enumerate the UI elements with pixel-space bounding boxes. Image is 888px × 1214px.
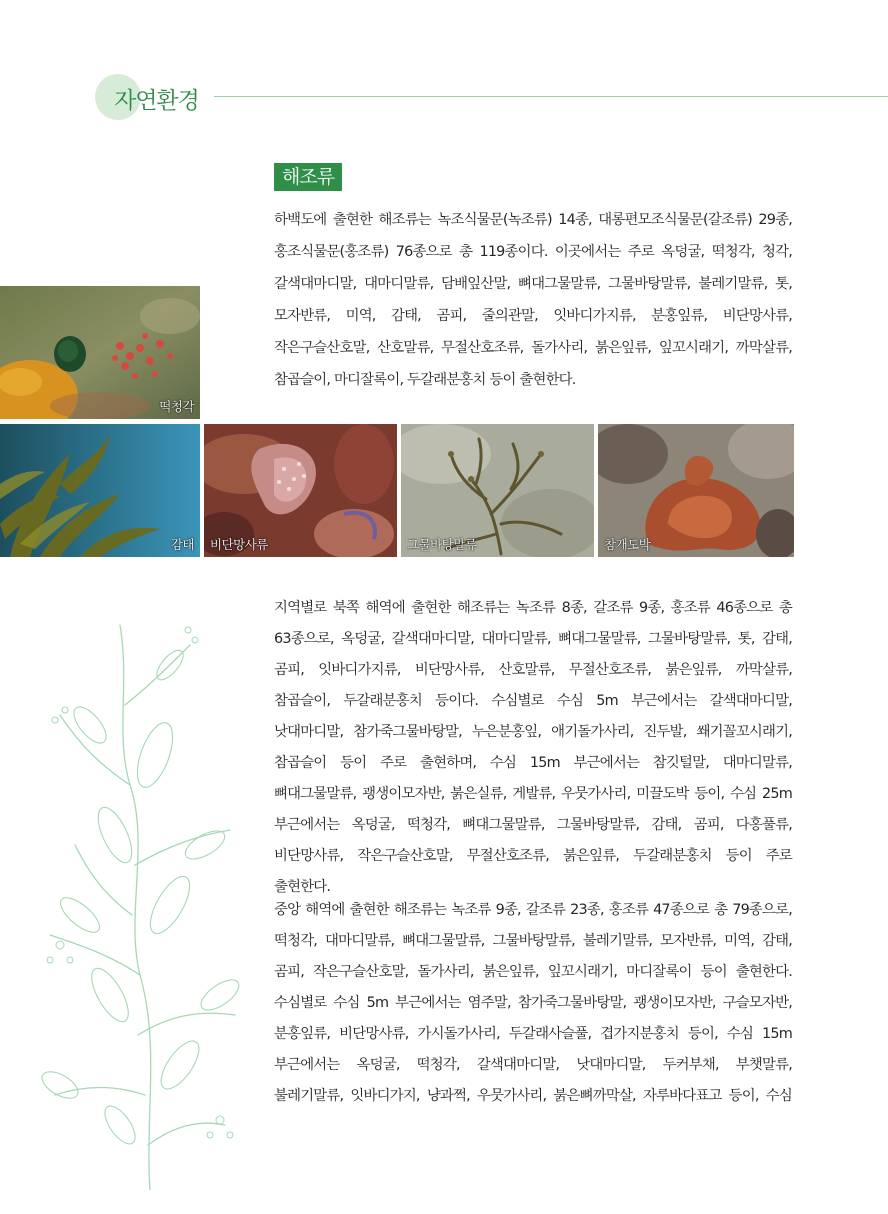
text-line: 곰피, 잇바디가지류, 비단망사류, 산호말류, 무절산호조류, 붉은잎류, 까막살류, bbox=[274, 662, 792, 678]
page-header bbox=[0, 0, 888, 130]
text-line: 중앙 해역에 출현한 해조류는 녹조류 9종, 갈조류 23종, 홍조류 47종으로 총 79종으로, bbox=[274, 902, 792, 918]
photo-dictyota bbox=[401, 424, 594, 557]
text-line: 작은구슬산호말, 산호말류, 무절산호조류, 돌가사리, 붉은잎류, 잎꼬시래기, 까막살류, bbox=[274, 340, 792, 356]
photo-caption: 떡청각 bbox=[159, 399, 194, 414]
text-line: 참곱슬이 등이 주로 출현하며, 수심 15m 부근에서는 참깃털말, 대마디말류, bbox=[274, 755, 792, 771]
text-line: 떡청각, 대마디말류, 뼈대그물말류, 그물바탕말류, 불레기말류, 모자반류, 미역, 감태, bbox=[274, 933, 792, 949]
text-line: 낫대마디말, 참가죽그물바탕말, 누은분홍잎, 애기돌가사리, 진두발, 쐐기꼴꼬시래기, bbox=[274, 724, 792, 740]
text-line: 지역별로 북쪽 해역에 출현한 해조류는 녹조류 8종, 갈조류 9종, 홍조류 46종으로 총 bbox=[274, 600, 792, 616]
photo-codium bbox=[0, 286, 200, 419]
text-line: 하백도에 출현한 해조류는 녹조식물문(녹조류) 14종, 대롱편모조식물문(갈조류) 29종, bbox=[274, 212, 792, 228]
photo-caption: 감태 bbox=[170, 537, 194, 552]
photo-caption: 참개도박 bbox=[604, 537, 651, 552]
text-line: 참곱슬이, 두갈래분홍치 등이다. 수심별로 수심 5m 부근에서는 갈색대마디말, bbox=[274, 693, 792, 709]
photo-martensia bbox=[204, 424, 397, 557]
text-line: 갈색대마디말, 대마디말류, 담배잎산말, 뼈대그물말류, 그물바탕말류, 불레기말류, 톳, bbox=[274, 276, 792, 292]
seaweed-heading: 해조류 bbox=[274, 163, 342, 191]
photo-caption: 비단망사류 bbox=[210, 537, 268, 552]
text-line: 출현한다. bbox=[274, 879, 331, 895]
photo-ecklonia bbox=[0, 424, 200, 557]
text-line: 분홍잎류, 비단망사류, 가시돌가사리, 두갈래사슬풀, 겹가지분홍치 등이, 수심 15m bbox=[274, 1026, 792, 1042]
text-line: 모자반류, 미역, 감태, 곰피, 줄의관말, 잇바디가지류, 분홍잎류, 비단망사류, bbox=[274, 308, 792, 324]
text-line: 불레기말류, 잇바디가지, 냥과쩍, 우뭇가사리, 붉은뼈까막살, 자루바다표고 등이, 수심 bbox=[274, 1088, 792, 1104]
section-title: 자연환경 bbox=[114, 88, 199, 114]
text-line: 부근에서는 옥덩굴, 떡청각, 뼈대그물말류, 그물바탕말류, 감태, 곰피, 다홍풀류, bbox=[274, 817, 792, 833]
header-rule bbox=[214, 96, 888, 97]
text-line: 수심별로 수심 5m 부근에서는 염주말, 참가죽그물바탕말, 괭생이모자반, 구슬모자반, bbox=[274, 995, 792, 1011]
body-paragraph-central bbox=[274, 895, 792, 1112]
text-line: 부근에서는 옥덩굴, 떡청각, 갈색대마디말, 낫대마디말, 두커부채, 부챗말류, bbox=[274, 1057, 792, 1073]
text-line: 비단망사류, 작은구슬산호말, 무절산호조류, 붉은잎류, 두갈래분홍치 등이 주로 bbox=[274, 848, 792, 864]
text-line: 뼈대그물말류, 괭생이모자반, 붉은실류, 게발류, 우뭇가사리, 미끌도박 등이, 수심 25m bbox=[274, 786, 792, 802]
intro-paragraph bbox=[274, 204, 792, 396]
text-line: 홍조식물문(홍조류) 76종으로 총 119종이다. 이곳에서는 주로 옥덩굴, 떡청각, 청각, bbox=[274, 244, 792, 260]
body-paragraph-north bbox=[274, 593, 792, 903]
text-line: 63종으로, 옥덩굴, 갈색대마디말, 대마디말류, 뼈대그물말류, 그물바탕말류, 톳, 감태, bbox=[274, 631, 792, 647]
photo-caption: 그물바탕말류 bbox=[407, 537, 477, 552]
seaweed-illustration bbox=[20, 615, 250, 1190]
photo-grateloupia bbox=[598, 424, 794, 557]
text-line: 곰피, 작은구슬산호말, 돌가사리, 붉은잎류, 잎꼬시래기, 마디잘록이 등이 출현한다. bbox=[274, 964, 792, 980]
text-line: 참곱슬이, 마디잘록이, 두갈래분홍치 등이 출현한다. bbox=[274, 372, 576, 388]
